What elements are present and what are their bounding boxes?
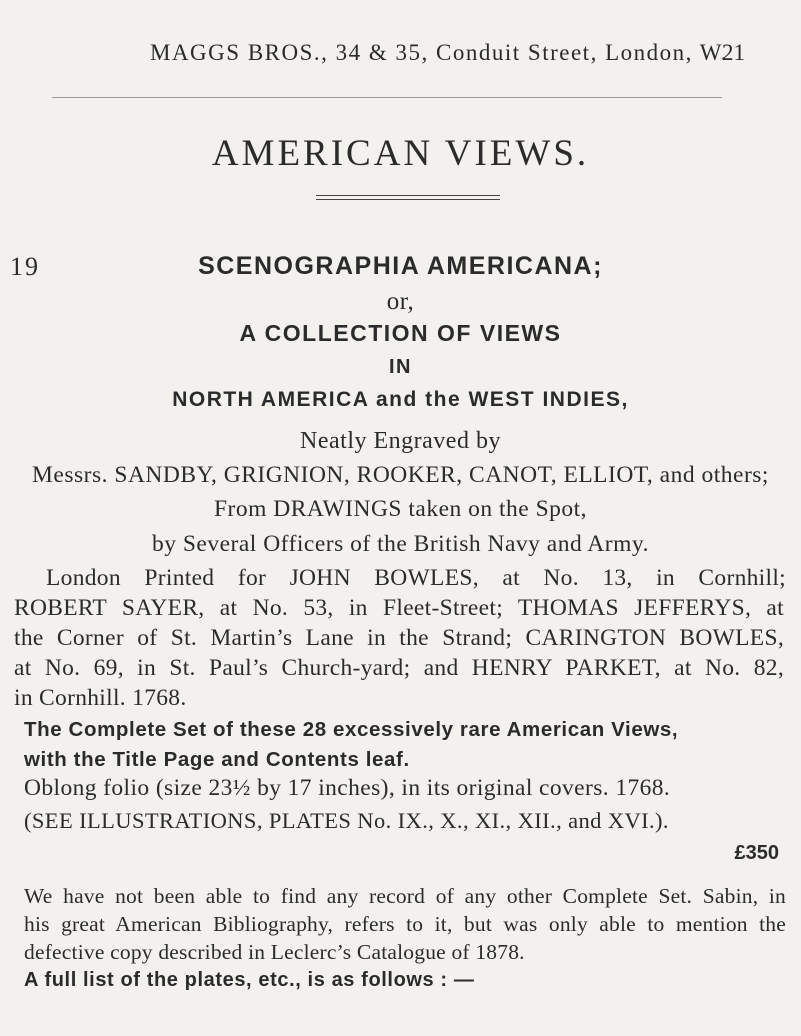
plates-list-intro: A full list of the plates, etc., is as follows : — [24,969,475,991]
running-head: MAGGS BROS., 34 & 35, Conduit Street, London, W. [150,40,729,65]
imprint-line: in Cornhill. 1768. [14,685,187,711]
description-line: We have not been able to find any record of any other Complete Set. Sabin, in [24,884,786,908]
description-line: his great American Bibliography, refers to it, but was only able to mention the [24,912,786,936]
format-line: Oblong folio (size 23½ by 17 inches), in its original covers. 1768. [24,775,671,801]
imprint [46,563,786,593]
title-rule [316,195,500,196]
imprint-line: the Corner of St. Martin’s Lane in the Strand; CARINGTON BOWLES, [14,625,784,651]
imprint-continued [14,593,784,713]
from-drawings: From DRAWINGS taken on the Spot, [213,496,588,522]
price: £350 [734,842,779,864]
item-number: 19 [10,252,40,281]
title-collection: A COLLECTION OF VIEWS [239,320,562,346]
title-or: or, [386,288,415,315]
description-line: defective copy described in Leclerc’s Catalogue of 1878. [24,940,525,964]
by-officers: by Several Officers of the British Navy and Army. [151,531,649,557]
page-number: 21 [722,40,745,65]
title-north-america: NORTH AMERICA and the WEST INDIES, [172,388,629,411]
title-rule-double [316,199,500,200]
engravers: Messrs. SANDBY, GRIGNION, ROOKER, CANOT, ELLIOT, and others; [32,462,769,488]
section-title: AMERICAN VIEWS. [211,133,590,174]
complete-set-note [24,715,784,775]
imprint-line: London Printed for JOHN BOWLES, at No. 13, in Cornhill; [46,565,786,591]
imprint-line: at No. 69, in St. Paul’s Church-yard; and HENRY PARKET, at No. 82, [14,655,784,681]
header-rule [52,97,722,98]
note-line: The Complete Set of these 28 excessively rare American Views, [24,718,679,741]
illustrations-line: (SEE ILLUSTRATIONS, PLATES No. IX., X., XI., XII., and XVI.). [24,808,669,833]
engraved-by: Neatly Engraved by [300,428,501,454]
description [24,882,786,966]
item-title: SCENOGRAPHIA AMERICANA; [198,252,603,280]
title-in: IN [389,356,412,378]
note-line: with the Title Page and Contents leaf. [24,748,410,771]
imprint-line: ROBERT SAYER, at No. 53, in Fleet-Street; THOMAS JEFFERYS, at [14,595,784,621]
